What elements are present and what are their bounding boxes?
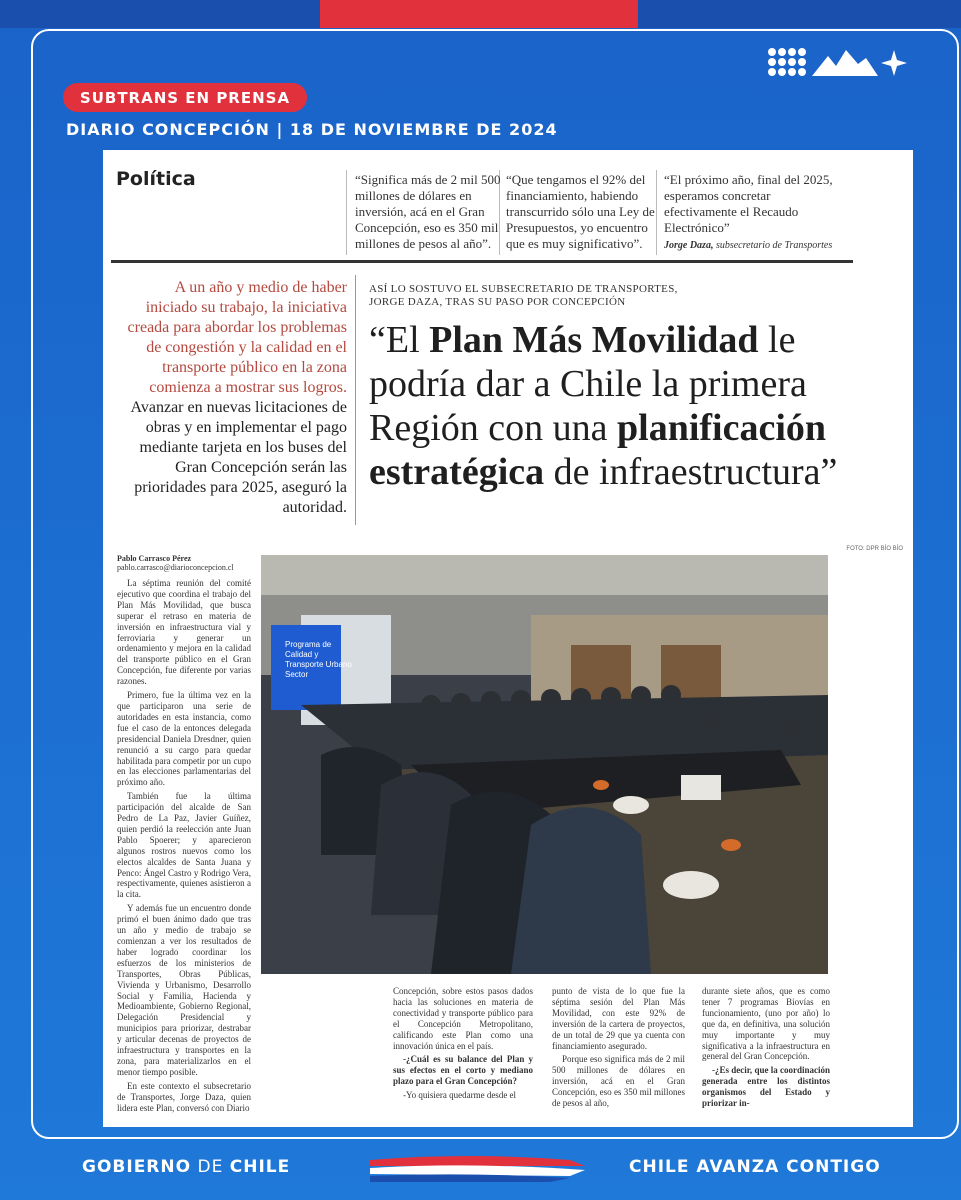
quote-attribution-name: Jorge Daza,	[664, 240, 714, 251]
screen-text-1: Programa de	[285, 640, 332, 649]
lead-paragraph	[123, 278, 347, 518]
pull-quote-1: “Significa más de 2 mil 500 millones de dólares en inversión, acá en el Gran Concepción, eso es 350 mil millones de pesos al año”.	[355, 172, 501, 251]
body-paragraph: Y además fue un encuentro donde primó el buen ánimo dado que tras un año y medio de trabajo se comienzan a ver los resultados de haber logrado coordinar los esfuerzos de los ministerios de Transportes, Obras Públicas, Vivienda y Urbanismo, Desarrollo Social y Familia, Hacienda y Medioambiente, Gobierno Regional, Delegación Presidencial y municipios para priorizar, destrabar y articular decenas de proyectos de infraestructura y transportes en la zona, para materializarlos en el menor tiempo posible.	[117, 903, 251, 1077]
headline-part-1: “El	[369, 319, 430, 361]
pull-quote-3	[664, 172, 834, 254]
interview-question: -¿Cuál es su balance del Plan y sus efectos en el corto y mediano plazo para el Gran Concepción?	[393, 1054, 533, 1087]
publication-date: 18 DE NOVIEMBRE DE 2024	[289, 120, 558, 139]
body-column-1	[117, 578, 251, 1117]
pull-quote-3-text: “El próximo año, final del 2025, esperamos concretar efectivamente el Recaudo Electrónico”	[664, 172, 833, 235]
footer-gov-part-3: CHILE	[229, 1157, 291, 1177]
byline-name: Pablo Carrasco Pérez	[117, 554, 192, 563]
headline	[369, 318, 859, 494]
kicker-line-2: JORGE DAZA, TRAS SU PASO POR CONCEPCIÓN	[369, 296, 626, 308]
source-name: DIARIO CONCEPCIÓN	[66, 120, 270, 139]
top-bar-blue-left	[0, 0, 320, 28]
headline-part-2: le podría dar a Chile la primera Región con una	[369, 319, 807, 449]
sparkle-icon	[881, 50, 907, 76]
dots-logo-icon	[768, 48, 806, 76]
meeting-photo	[261, 555, 828, 974]
body-paragraph: Concepción, sobre estos pasos dados hacia las soluciones en materia de conectividad y transporte público para el Concepción Metropolitano, calificando este Plan como una innovación única en el país.	[393, 986, 533, 1051]
top-bar-blue-right	[638, 0, 961, 28]
pull-quote-2: “Que tengamos el 92% del financiamiento, habiendo transcurrido sólo una Ley de Presupuestos, yo encuentro que es muy significativo”.	[506, 172, 655, 251]
government-brand-logo	[766, 44, 910, 80]
press-pill-badge: SUBTRANS EN PRENSA	[63, 83, 307, 112]
quote-attribution-role: subsecretario de Transportes	[715, 240, 833, 251]
body-paragraph: En este contexto el subsecretario de Transportes, Jorge Daza, quien lidera este Plan, conversó con Diario	[117, 1080, 251, 1113]
interview-question: -¿Es decir, que la coordinación generada entre los distintos organismos del Estado y priorizar in-	[702, 1065, 830, 1109]
photo-credit: FOTO: DPR BÍO BÍO	[846, 546, 903, 552]
body-paragraph: -Yo quisiera quedarme desde el	[403, 1090, 517, 1101]
body-column-2	[393, 986, 533, 1104]
body-paragraph: Porque eso significa más de 2 mil 500 millones de dólares en inversión, acá en el Gran Concepción, eso es 350 mil millones de pesos al año,	[552, 1054, 685, 1109]
body-paragraph: durante siete años, que es como tener 7 programas Biovías en funcionamiento, (uno por año) lo que da, en definitiva, una solución muy importante y muy significativa a la infraestructura en general del Gran Concepción.	[702, 986, 830, 1062]
byline	[117, 554, 234, 572]
headline-bold-2: planificación estratégica	[369, 407, 827, 493]
body-paragraph: También fue la última participación del alcalde de San Pedro de La Paz, Javier Guíñez, quien perdió la reelección ante Juan Pablo Spoerer; y aparecieron algunos rostros nuevos como los electos alcaldes de Santa Juana y Penco: Ángel Castro y Rodrigo Vera, respectivamente, quienes asistieron a la cita.	[117, 791, 251, 900]
screen-text-3: Transporte Urbano	[285, 660, 352, 669]
quote-attribution	[664, 238, 834, 254]
newspaper-clipping	[103, 150, 913, 1127]
section-tag: Política	[116, 168, 196, 190]
footer-gov-part-1: GOBIERNO	[82, 1157, 192, 1177]
footer-flag-stripes	[370, 1152, 585, 1182]
body-paragraph: Primero, fue la última vez en la que participaron una serie de autoridades en esta instancia, como fue el caso de la entonces delegada presidencial Daniela Dresdner, quien renunció a su cargo para quedar habilitada para competir por un cupo en las elecciones parlamentarias del próximo año.	[117, 690, 251, 788]
screen-text-4: Sector	[285, 670, 309, 679]
body-column-3	[552, 986, 685, 1112]
top-color-bar	[0, 0, 961, 28]
lead-red-text: A un año y medio de haber iniciado su trabajo, la iniciativa creada para abordar los problemas de congestión y la calidad en el transporte público en la zona comienza a mostrar sus logros.	[127, 279, 347, 396]
mountains-icon	[812, 50, 878, 76]
footer-gov-brand	[82, 1157, 290, 1177]
header-rule	[111, 260, 853, 263]
kicker-line-1: ASÍ LO SOSTUVO EL SUBSECRETARIO DE TRANSPORTES,	[369, 283, 678, 295]
body-paragraph: punto de vista de lo que fue la séptima sesión del Plan Más Movilidad, con este 92% de inversión de la cartera de proyectos, de un total de 29 que ya cuenta con financiamiento asegurado.	[552, 986, 685, 1051]
screen-text-2: Calidad y	[285, 650, 319, 659]
lead-black-text: Avanzar en nuevas licitaciones de obras y en implementar el pago mediante tarjeta en los buses del Gran Concepción serán las prioridades para 2025, aseguró la autoridad.	[130, 399, 347, 516]
quote-divider-3	[656, 170, 657, 255]
lead-divider	[355, 275, 356, 525]
quote-divider-1	[346, 170, 347, 255]
top-bar-red-center	[320, 0, 638, 28]
source-separator: |	[276, 120, 284, 139]
source-date-line	[66, 120, 558, 139]
body-column-4	[702, 986, 830, 1112]
headline-kicker	[369, 283, 849, 309]
headline-part-3: de infraestructura”	[544, 451, 838, 493]
headline-bold-1: Plan Más Movilidad	[429, 319, 759, 361]
footer-gov-part-2: DE	[197, 1157, 224, 1177]
body-paragraph: La séptima reunión del comité ejecutivo que coordina el trabajo del Plan Más Movilidad, que busca superar el retraso en materia de inversión en infraestructura vial y ferroviaria y generar un ordenamiento y mejora en la calidad del transporte público en el Gran Concepción, fue diferente por varias razones.	[117, 578, 251, 687]
footer-slogan: CHILE AVANZA CONTIGO	[629, 1157, 881, 1177]
meeting-photo-illustration	[261, 555, 828, 974]
byline-email: pablo.carrasco@diarioconcepcion.cl	[117, 563, 234, 572]
